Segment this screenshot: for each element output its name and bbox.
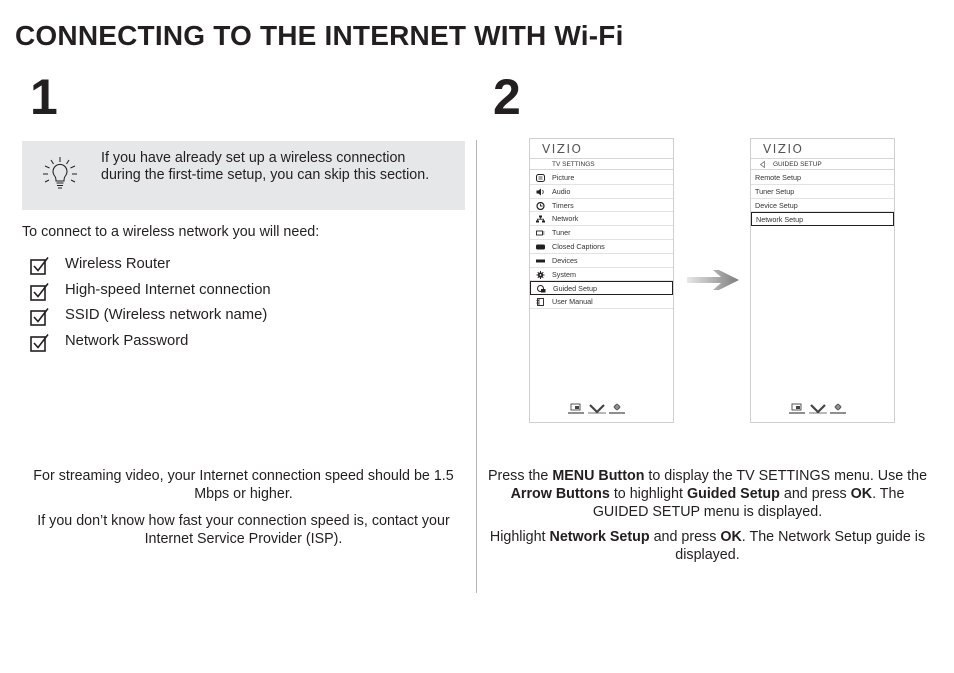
tv-settings-menu bbox=[530, 171, 673, 309]
isp-note: If you don’t know how fast your connection speed is, contact your Internet Service Provider (ISP). bbox=[37, 513, 450, 547]
step-2-number: 2 bbox=[493, 69, 521, 125]
menu-item-label: Closed Captions bbox=[552, 241, 605, 251]
menu-header bbox=[751, 158, 894, 170]
lightbulb-icon bbox=[40, 155, 80, 195]
tip-text: If you have already set up a wireless connection during the first-time setup, you can skip this section. bbox=[101, 150, 430, 183]
menu-item-system[interactable] bbox=[530, 268, 673, 282]
devices-icon bbox=[536, 257, 545, 265]
menu-item-guided-setup[interactable] bbox=[530, 281, 673, 295]
speed-note: For streaming video, your Internet connection speed should be 1.5 Mbps or higher. bbox=[33, 468, 454, 502]
instruction-2 bbox=[484, 528, 931, 564]
vizio-logo: VIZIO bbox=[763, 142, 804, 156]
book-icon bbox=[536, 298, 545, 306]
requirement-label: Network Password bbox=[65, 333, 189, 350]
right-notes bbox=[484, 467, 931, 571]
menu-item-tuner[interactable] bbox=[530, 226, 673, 240]
text-run: Press the bbox=[487, 468, 553, 484]
menu-item-network-setup[interactable]: Network Setup bbox=[751, 212, 894, 226]
text-run: . The GUIDED SETUP menu is displayed. bbox=[592, 486, 905, 520]
menu-item-user-manual[interactable] bbox=[530, 295, 673, 309]
ok-term: OK bbox=[850, 486, 873, 502]
text-run: Highlight bbox=[489, 529, 550, 545]
menu-item-label: Network bbox=[552, 214, 579, 224]
requirements-intro: To connect to a wireless network you will need: bbox=[22, 224, 320, 240]
menu-header: TV SETTINGS bbox=[530, 158, 673, 170]
tip-box bbox=[22, 141, 465, 210]
menu-item-timers[interactable] bbox=[530, 199, 673, 213]
menu-item-network[interactable] bbox=[530, 212, 673, 226]
menu-footer-icons bbox=[789, 402, 859, 414]
column-divider bbox=[476, 140, 477, 593]
ok-term: OK bbox=[720, 529, 742, 545]
network-setup-term: Network Setup bbox=[549, 529, 650, 545]
speaker-icon bbox=[536, 188, 545, 196]
vizio-logo: VIZIO bbox=[542, 142, 583, 156]
menu-item-devices[interactable] bbox=[530, 254, 673, 268]
picture-icon bbox=[536, 174, 545, 182]
guided-setup-screen bbox=[750, 138, 895, 423]
vizio-v-icon bbox=[809, 405, 827, 413]
vizio-v-icon bbox=[588, 405, 606, 413]
settings-icon bbox=[830, 404, 846, 414]
menu-item-label: System bbox=[552, 269, 576, 279]
menu-item-picture[interactable] bbox=[530, 171, 673, 185]
tv-settings-screen bbox=[529, 138, 674, 423]
menu-item-label: Tuner bbox=[552, 228, 571, 238]
guided-setup-menu bbox=[751, 171, 894, 226]
text-run: . The Network Setup guide is displayed. bbox=[675, 529, 926, 563]
menu-item-tuner-setup[interactable]: Tuner Setup bbox=[751, 185, 894, 199]
menu-item-label: Guided Setup bbox=[553, 284, 597, 294]
input-icon bbox=[568, 404, 584, 413]
menu-button-term: MENU Button bbox=[552, 468, 645, 484]
menu-item-label: User Manual bbox=[552, 297, 593, 307]
checkbox-checked-icon bbox=[30, 333, 50, 353]
checkbox-checked-icon bbox=[30, 307, 50, 327]
text-run: and press bbox=[649, 529, 721, 545]
settings-icon bbox=[609, 404, 625, 414]
requirement-label: SSID (Wireless network name) bbox=[65, 307, 268, 324]
network-icon bbox=[536, 215, 545, 223]
menu-item-closed-captions[interactable] bbox=[530, 240, 673, 254]
requirements-list bbox=[30, 254, 271, 357]
arrow-buttons-term: Arrow Buttons bbox=[510, 486, 610, 502]
menu-item-label: Audio bbox=[552, 186, 571, 196]
left-notes bbox=[22, 467, 465, 557]
menu-footer-icons bbox=[568, 402, 638, 414]
instruction-1 bbox=[484, 467, 931, 521]
text-run: to highlight bbox=[609, 486, 687, 502]
clock-icon bbox=[536, 202, 545, 210]
guided-setup-term: Guided Setup bbox=[686, 486, 780, 502]
cc-icon bbox=[536, 243, 545, 251]
requirement-label: High-speed Internet connection bbox=[65, 281, 271, 298]
menu-item-device-setup[interactable]: Device Setup bbox=[751, 199, 894, 213]
arrow-right-icon bbox=[687, 268, 739, 292]
page-title: CONNECTING TO THE INTERNET WITH Wi-Fi bbox=[15, 20, 624, 51]
list-item bbox=[30, 280, 271, 306]
menu-item-audio[interactable] bbox=[530, 185, 673, 199]
menu-item-label: Picture bbox=[552, 173, 575, 182]
antenna-icon bbox=[536, 229, 545, 237]
back-arrow-icon[interactable] bbox=[759, 161, 766, 168]
requirement-label: Wireless Router bbox=[65, 256, 171, 272]
menu-header-label: GUIDED SETUP bbox=[773, 161, 822, 168]
gear-icon bbox=[536, 271, 545, 279]
step-1-number: 1 bbox=[30, 69, 58, 125]
menu-item-label: Devices bbox=[552, 255, 578, 265]
text-run: to display the TV SETTINGS menu. Use the bbox=[644, 468, 928, 484]
guided-setup-icon bbox=[537, 285, 546, 293]
text-run: and press bbox=[779, 486, 851, 502]
menu-item-label: Timers bbox=[552, 200, 574, 210]
list-item bbox=[30, 305, 271, 331]
checkbox-checked-icon bbox=[30, 282, 50, 302]
checkbox-checked-icon bbox=[30, 256, 50, 276]
list-item bbox=[30, 254, 271, 280]
list-item bbox=[30, 331, 271, 357]
input-icon bbox=[789, 404, 805, 413]
menu-item-remote-setup[interactable]: Remote Setup bbox=[751, 171, 894, 185]
